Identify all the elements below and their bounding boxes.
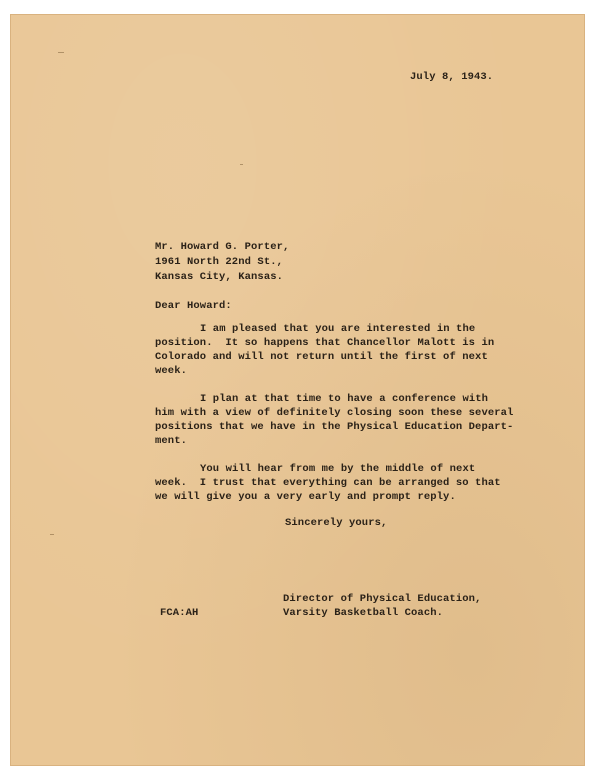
closing: Sincerely yours, bbox=[285, 517, 388, 529]
paragraph-3-line: we will give you a very early and prompt reply. bbox=[155, 491, 456, 503]
paragraph-1-line: I am pleased that you are interested in the bbox=[200, 323, 476, 335]
paragraph-2-line: him with a view of definitely closing soon these several bbox=[155, 407, 514, 419]
paragraph-1-line: Colorado and will not return until the first of next bbox=[155, 351, 488, 363]
paper-speck bbox=[50, 534, 54, 535]
paragraph-3-line: You will hear from me by the middle of next bbox=[200, 463, 476, 475]
paragraph-3-line: week. I trust that everything can be arranged so that bbox=[155, 477, 501, 489]
recipient-street: 1961 North 22nd St., bbox=[155, 256, 284, 268]
salutation: Dear Howard: bbox=[155, 300, 232, 312]
recipient-name: Mr. Howard G. Porter, bbox=[155, 241, 290, 253]
signature-title-line: Varsity Basketball Coach. bbox=[283, 607, 444, 619]
reference-initials: FCA:AH bbox=[160, 607, 199, 619]
paragraph-2-line: ment. bbox=[155, 435, 188, 447]
paragraph-2-line: I plan at that time to have a conference with bbox=[200, 393, 489, 405]
paragraph-2-line: positions that we have in the Physical Education Depart- bbox=[155, 421, 514, 433]
paper-speck bbox=[58, 52, 64, 53]
letter-sheet bbox=[10, 14, 585, 766]
paper-speck bbox=[240, 164, 243, 165]
paragraph-1-line: position. It so happens that Chancellor Malott is in bbox=[155, 337, 495, 349]
letter-date: July 8, 1943. bbox=[410, 71, 494, 83]
recipient-city: Kansas City, Kansas. bbox=[155, 271, 284, 283]
signature-title-line: Director of Physical Education, bbox=[283, 593, 482, 605]
paragraph-1-line: week. bbox=[155, 365, 188, 377]
